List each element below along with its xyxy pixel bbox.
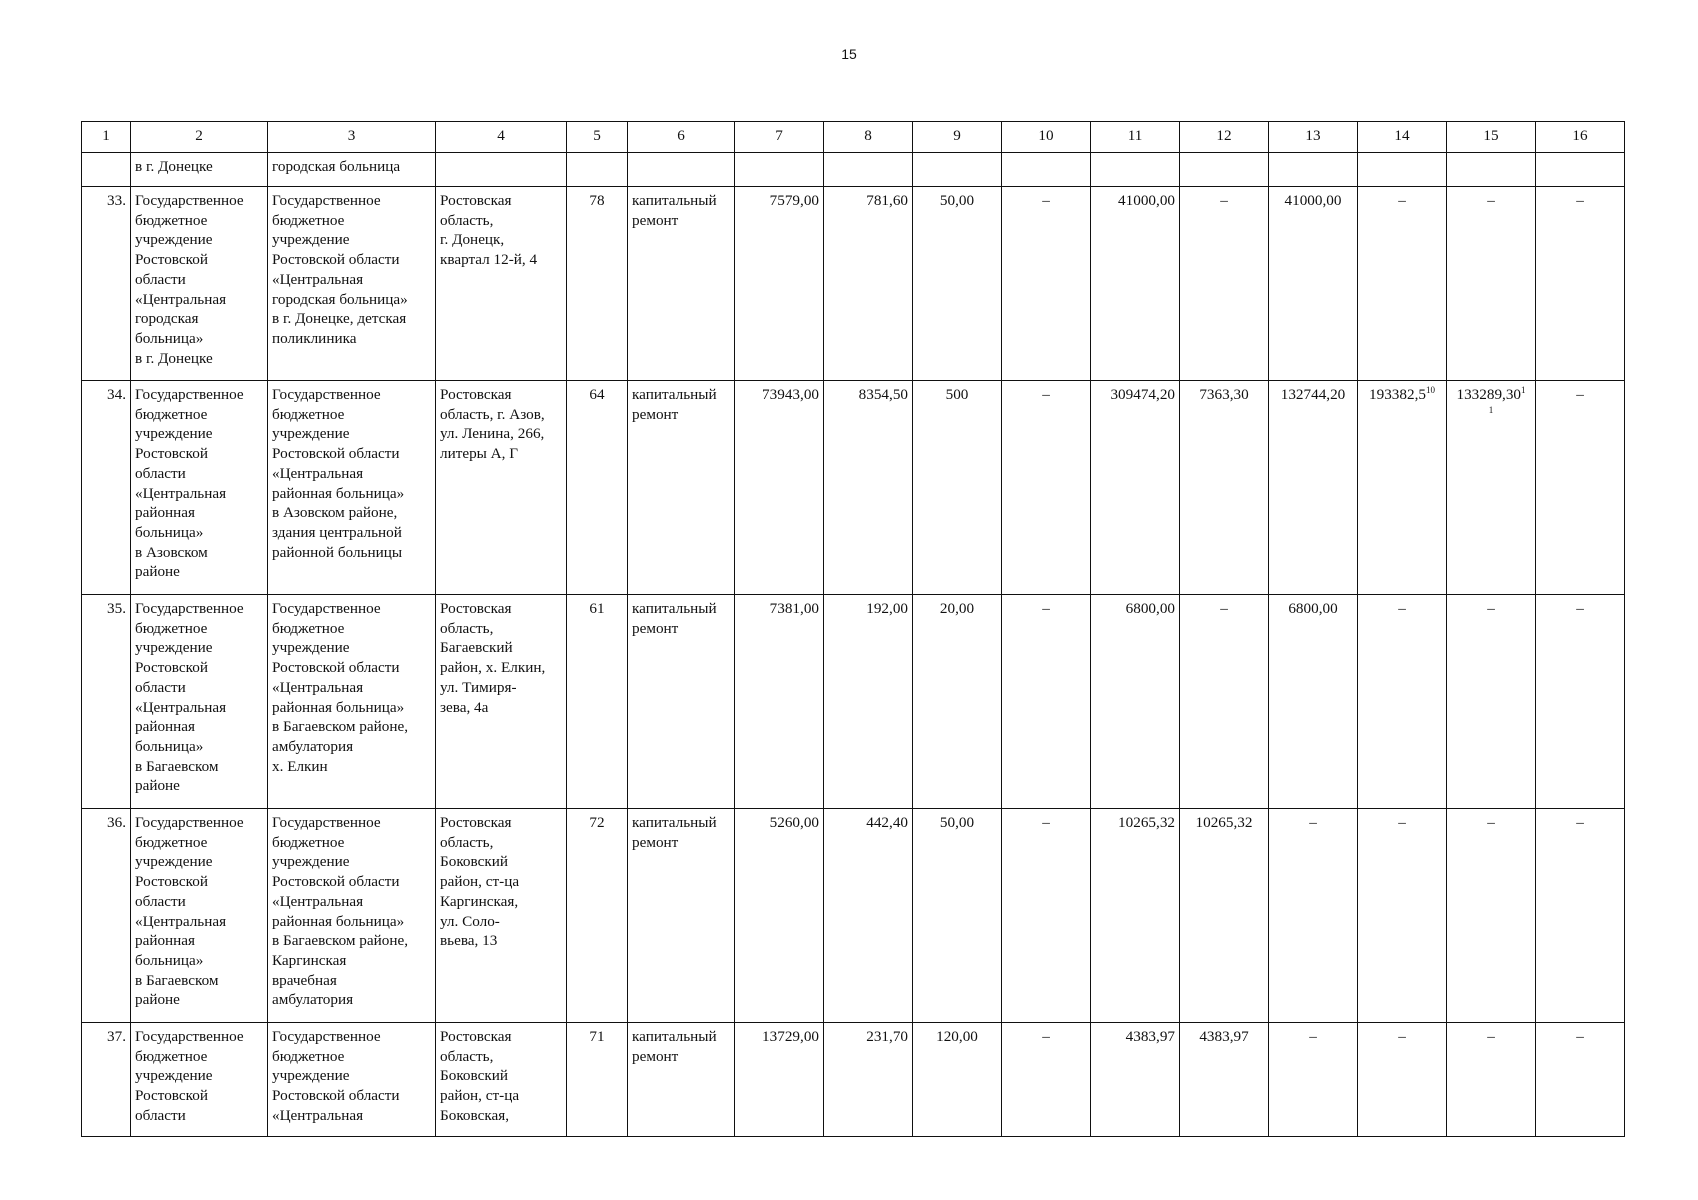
cell-col5: 61 — [567, 595, 628, 809]
column-header: 8 — [824, 122, 913, 153]
cell-col15: 133289,30$^1$ 1 — [1447, 381, 1536, 595]
cell-col13: – — [1269, 809, 1358, 1023]
cell-col13: 132744,20 — [1269, 381, 1358, 595]
cell-col5: 71 — [567, 1023, 628, 1137]
cell-col10: – — [1002, 381, 1091, 595]
row-number: 33. — [82, 187, 131, 381]
cell-work-type: капитальный ремонт — [628, 809, 735, 1023]
cell — [1180, 153, 1269, 187]
cell-col15: – — [1447, 595, 1536, 809]
cell-col14: – — [1358, 1023, 1447, 1137]
footnote-marker: 10 — [1425, 385, 1435, 395]
column-header: 7 — [735, 122, 824, 153]
cell-col16: – — [1536, 1023, 1625, 1137]
cell-col12: – — [1180, 187, 1269, 381]
column-header: 11 — [1091, 122, 1180, 153]
table-row — [82, 381, 1625, 595]
cell-institution: Государственное бюджетное учреждение Ростовской области «Центральная районная больница» в Багаевском районе — [131, 595, 268, 809]
cell-col7: 13729,00 — [735, 1023, 824, 1137]
cell-institution: в г. Донецке — [131, 153, 268, 187]
row-number: 37. — [82, 1023, 131, 1137]
column-header: 1 — [82, 122, 131, 153]
cell-col9: 50,00 — [913, 187, 1002, 381]
cell-col10: – — [1002, 809, 1091, 1023]
cell-address: Ростовская область, г. Донецк, квартал 12-й, 4 — [436, 187, 567, 381]
cell-col14: – — [1358, 809, 1447, 1023]
cell-col8: 442,40 — [824, 809, 913, 1023]
cell-col11: 41000,00 — [1091, 187, 1180, 381]
cell-address: Ростовская область, Боковский район, ст-ца Каргинская, ул. Соло- вьева, 13 — [436, 809, 567, 1023]
cell-col9: 20,00 — [913, 595, 1002, 809]
cell — [1536, 153, 1625, 187]
cell-col8: 192,00 — [824, 595, 913, 809]
cell-col7: 5260,00 — [735, 809, 824, 1023]
cell — [628, 153, 735, 187]
cell-col5: 78 — [567, 187, 628, 381]
cell-col11: 6800,00 — [1091, 595, 1180, 809]
column-header: 13 — [1269, 122, 1358, 153]
cell-col14: 193382,5$^{10}$ — [1358, 381, 1447, 595]
column-header: 4 — [436, 122, 567, 153]
cell-address: Ростовская область, Багаевский район, х. Елкин, ул. Тимиря- зева, 4а — [436, 595, 567, 809]
cell — [913, 153, 1002, 187]
cell-col7: 7381,00 — [735, 595, 824, 809]
cell-col12: 10265,32 — [1180, 809, 1269, 1023]
cell-object: Государственное бюджетное учреждение Ростовской области «Центральная — [268, 1023, 436, 1137]
cell-col16: – — [1536, 187, 1625, 381]
cell-address: Ростовская область, Боковский район, ст-ца Боковская, — [436, 1023, 567, 1137]
cell-col15: – — [1447, 809, 1536, 1023]
cell-work-type: капитальный ремонт — [628, 187, 735, 381]
cell-object: Государственное бюджетное учреждение Ростовской области «Центральная районная больница» в Азовском районе, здания центральной районной больницы — [268, 381, 436, 595]
cell-col8: 781,60 — [824, 187, 913, 381]
cell — [1002, 153, 1091, 187]
cell-work-type: капитальный ремонт — [628, 595, 735, 809]
page-number: 15 — [841, 46, 857, 62]
cell-object: Государственное бюджетное учреждение Ростовской области «Центральная районная больница» в Багаевском районе, Каргинская врачебная амбулатория — [268, 809, 436, 1023]
column-header: 12 — [1180, 122, 1269, 153]
table-row — [82, 1023, 1625, 1137]
cell-col11: 309474,20 — [1091, 381, 1180, 595]
cell-col13: – — [1269, 1023, 1358, 1137]
row-number: 36. — [82, 809, 131, 1023]
cell-col10: – — [1002, 1023, 1091, 1137]
cell-object: Государственное бюджетное учреждение Ростовской области «Центральная районная больница» в Багаевском районе, амбулатория х. Елкин — [268, 595, 436, 809]
cell-col12: 7363,30 — [1180, 381, 1269, 595]
cell-col9: 500 — [913, 381, 1002, 595]
cell-col9: 120,00 — [913, 1023, 1002, 1137]
cell-col5: 72 — [567, 809, 628, 1023]
cell-object: городская больница — [268, 153, 436, 187]
cell-col8: 231,70 — [824, 1023, 913, 1137]
table-row — [82, 809, 1625, 1023]
cell — [1447, 153, 1536, 187]
cell-address: Ростовская область, г. Азов, ул. Ленина, 266, литеры А, Г — [436, 381, 567, 595]
cell-col14: – — [1358, 595, 1447, 809]
cell — [436, 153, 567, 187]
cell-col13: 41000,00 — [1269, 187, 1358, 381]
column-header: 16 — [1536, 122, 1625, 153]
cell-col15: – — [1447, 187, 1536, 381]
cell — [82, 153, 131, 187]
row-number: 35. — [82, 595, 131, 809]
cell-col13: 6800,00 — [1269, 595, 1358, 809]
cell-col8: 8354,50 — [824, 381, 913, 595]
cell-institution: Государственное бюджетное учреждение Ростовской области «Центральная районная больница» в Багаевском районе — [131, 809, 268, 1023]
column-header: 10 — [1002, 122, 1091, 153]
column-header: 9 — [913, 122, 1002, 153]
column-header: 14 — [1358, 122, 1447, 153]
column-header: 15 — [1447, 122, 1536, 153]
cell — [735, 153, 824, 187]
cell-col12: 4383,97 — [1180, 1023, 1269, 1137]
cell-col11: 4383,97 — [1091, 1023, 1180, 1137]
continuation-row — [82, 153, 1625, 187]
footnote-marker: 1 — [1521, 385, 1526, 395]
cell-col14: – — [1358, 187, 1447, 381]
column-header: 5 — [567, 122, 628, 153]
investment-table — [81, 121, 1625, 1137]
cell-col16: – — [1536, 381, 1625, 595]
column-header: 3 — [268, 122, 436, 153]
cell-col5: 64 — [567, 381, 628, 595]
table-row — [82, 595, 1625, 809]
cell-work-type: капитальный ремонт — [628, 1023, 735, 1137]
cell-col9: 50,00 — [913, 809, 1002, 1023]
column-header: 2 — [131, 122, 268, 153]
cell-col12: – — [1180, 595, 1269, 809]
cell-institution: Государственное бюджетное учреждение Ростовской области «Центральная городская больница» в г. Донецке — [131, 187, 268, 381]
cell — [1269, 153, 1358, 187]
cell-col7: 73943,00 — [735, 381, 824, 595]
column-number-row — [82, 122, 1625, 153]
cell — [567, 153, 628, 187]
cell-col16: – — [1536, 595, 1625, 809]
cell-col10: – — [1002, 187, 1091, 381]
cell-col7: 7579,00 — [735, 187, 824, 381]
cell-work-type: капитальный ремонт — [628, 381, 735, 595]
cell-col11: 10265,32 — [1091, 809, 1180, 1023]
cell-col16: – — [1536, 809, 1625, 1023]
row-number: 34. — [82, 381, 131, 595]
cell — [1358, 153, 1447, 187]
cell-institution: Государственное бюджетное учреждение Ростовской области «Центральная районная больница» в Азовском районе — [131, 381, 268, 595]
column-header: 6 — [628, 122, 735, 153]
footnote-marker-wrap: 1 — [1488, 404, 1494, 415]
cell-col10: – — [1002, 595, 1091, 809]
cell — [1091, 153, 1180, 187]
cell — [824, 153, 913, 187]
table-row — [82, 187, 1625, 381]
cell-object: Государственное бюджетное учреждение Ростовской области «Центральная городская больница» в г. Донецке, детская поликлиника — [268, 187, 436, 381]
cell-institution: Государственное бюджетное учреждение Ростовской области — [131, 1023, 268, 1137]
cell-col15: – — [1447, 1023, 1536, 1137]
